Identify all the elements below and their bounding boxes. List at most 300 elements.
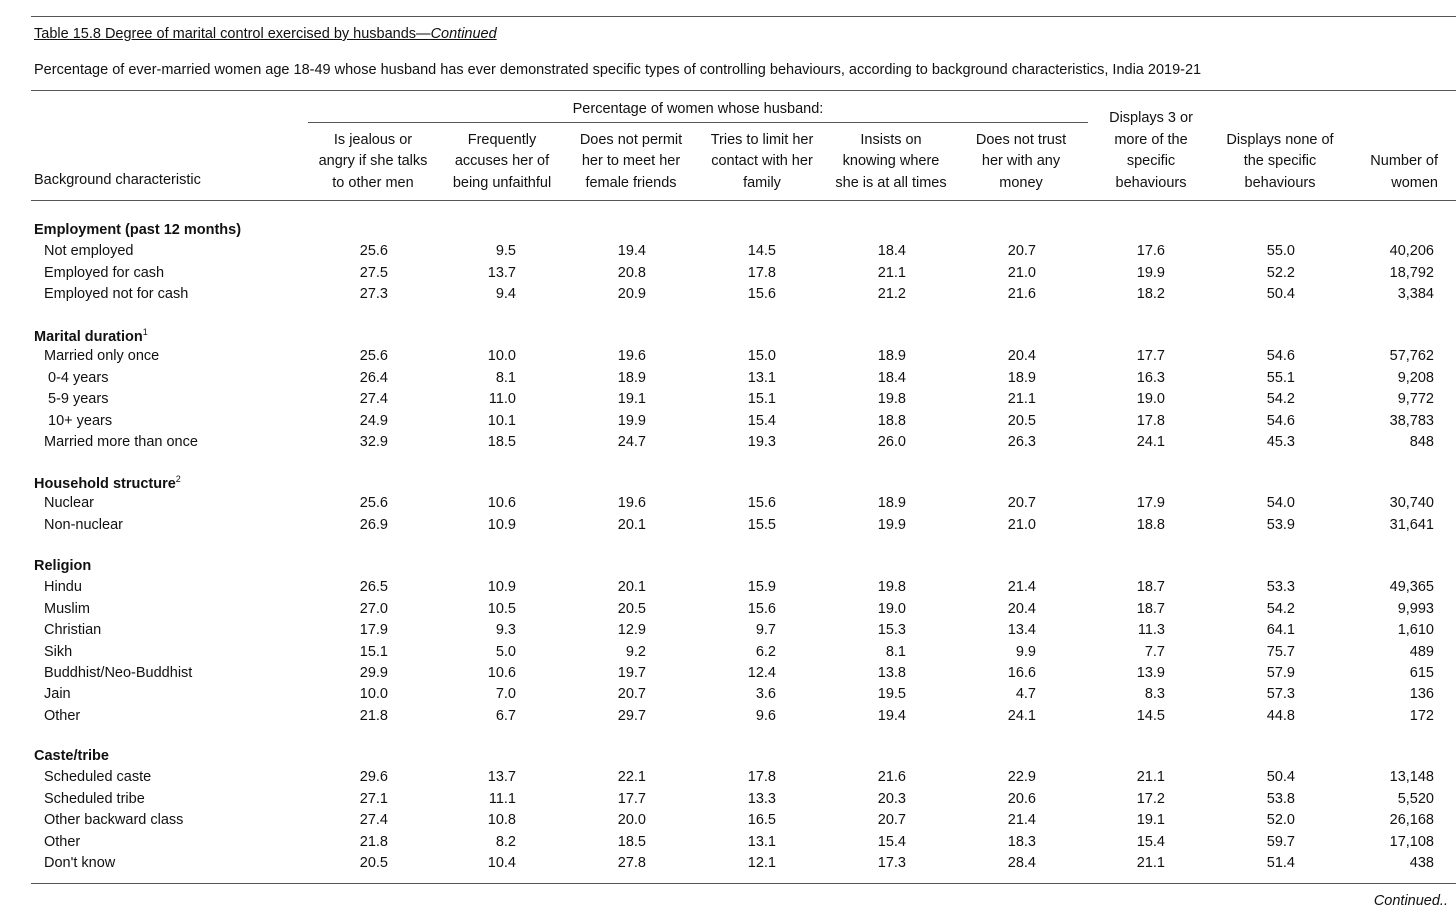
table-cell: 44.8 xyxy=(1266,707,1295,724)
table-cell: 21.0 xyxy=(1007,516,1036,533)
table-cell: 21.0 xyxy=(1007,264,1036,281)
column-header-6 xyxy=(966,130,1076,195)
table-cell: 49,365 xyxy=(1389,579,1434,596)
table-cell: 15.3 xyxy=(877,622,906,639)
section-heading xyxy=(34,327,148,345)
table-cell: 172 xyxy=(1409,707,1434,724)
table-cell: 19.4 xyxy=(617,243,646,260)
table-cell: 53.3 xyxy=(1266,579,1295,596)
column-header-line: contact with her xyxy=(711,153,813,169)
row-label: Other xyxy=(44,833,81,850)
table-cell: 11.0 xyxy=(488,391,516,408)
table-cell: 10.6 xyxy=(487,665,516,681)
table-cell: 17.8 xyxy=(747,264,776,281)
column-header-line: specific xyxy=(1126,153,1176,169)
table-cell: 38,783 xyxy=(1389,412,1434,429)
table-cell: 15.4 xyxy=(747,412,776,429)
table-cell: 57.3 xyxy=(1266,686,1295,703)
table-cell: 22.1 xyxy=(617,769,646,786)
table-cell: 24.1 xyxy=(1136,434,1165,450)
section-title: Household structure xyxy=(34,475,176,492)
table-cell: 40,206 xyxy=(1389,243,1434,260)
table-cell: 15.6 xyxy=(747,495,776,512)
column-header-4 xyxy=(700,130,824,195)
table-cell: 4.7 xyxy=(1015,686,1036,703)
column-header-5 xyxy=(826,130,956,195)
row-label: Muslim xyxy=(44,600,90,617)
table-cell: 29.9 xyxy=(359,665,388,681)
table-cell: 1,610 xyxy=(1397,622,1434,639)
table-cell: 19.5 xyxy=(877,686,906,703)
table-cell: 26.5 xyxy=(359,579,388,596)
table-cell: 10.5 xyxy=(487,600,516,617)
table-cell: 27.8 xyxy=(617,855,646,871)
table-cell: 18.4 xyxy=(877,243,906,260)
table-cell: 17.8 xyxy=(1136,412,1165,429)
table-cell: 18.7 xyxy=(1136,600,1165,617)
table-cell: 9.5 xyxy=(495,243,516,260)
column-header-line: Insists on xyxy=(860,131,922,148)
table-cell: 27.5 xyxy=(359,264,388,281)
table-cell: 18.8 xyxy=(877,412,906,429)
table-row xyxy=(0,434,1456,455)
row-label: 5-9 years xyxy=(48,391,109,408)
table-cell: 25.6 xyxy=(359,243,388,260)
table-cell: 18.5 xyxy=(487,434,516,450)
table-cell: 20.7 xyxy=(877,812,906,829)
table-cell: 18.2 xyxy=(1136,286,1165,303)
section-title: Marital duration xyxy=(34,328,143,345)
table-cell: 19.4 xyxy=(877,707,906,724)
table-cell: 14.5 xyxy=(1136,707,1165,724)
table-cell: 12.4 xyxy=(747,665,776,681)
table-cell: 21.1 xyxy=(877,264,906,281)
table-cell: 54.6 xyxy=(1266,348,1295,365)
table-title-continued: Continued xyxy=(430,26,497,42)
column-header-line: women xyxy=(1391,174,1438,191)
table-row xyxy=(0,243,1456,264)
table-cell: 53.9 xyxy=(1266,516,1295,533)
row-label: Scheduled tribe xyxy=(44,790,145,807)
section-title: Caste/tribe xyxy=(34,748,109,764)
column-header-line: to other men xyxy=(332,174,414,191)
row-label: Hindu xyxy=(44,579,82,596)
table-cell: 21.1 xyxy=(1136,855,1165,871)
table-cell: 5,520 xyxy=(1397,790,1434,807)
table-cell: 25.6 xyxy=(359,495,388,512)
table-cell: 54.2 xyxy=(1266,391,1295,408)
table-cell: 54.6 xyxy=(1266,412,1295,429)
table-cell: 17,108 xyxy=(1389,833,1434,850)
table-cell: 25.6 xyxy=(359,348,388,365)
table-cell: 19.9 xyxy=(877,516,906,533)
table-title-main: Table 15.8 Degree of marital control exercised by husbands— xyxy=(34,26,431,42)
table-cell: 17.6 xyxy=(1136,243,1165,260)
table-cell: 24.7 xyxy=(617,434,646,450)
table-cell: 17.9 xyxy=(1136,495,1165,512)
table-cell: 19.1 xyxy=(617,391,646,408)
table-row xyxy=(0,644,1456,665)
table-title xyxy=(34,26,497,42)
table-row xyxy=(0,579,1456,600)
table-cell: 20.5 xyxy=(617,600,646,617)
table-row xyxy=(0,834,1456,855)
table-row xyxy=(0,348,1456,369)
header-top-rule xyxy=(31,90,1456,91)
table-cell: 20.9 xyxy=(617,286,646,303)
table-cell: 9.7 xyxy=(755,622,776,639)
row-label: Christian xyxy=(44,622,102,639)
row-label: Employed not for cash xyxy=(44,286,189,303)
table-cell: 9.4 xyxy=(495,286,516,303)
table-cell: 26.0 xyxy=(877,434,906,450)
table-cell: 9,772 xyxy=(1397,391,1434,408)
column-header-1 xyxy=(308,130,438,195)
table-cell: 19.6 xyxy=(617,348,646,365)
row-label: 10+ years xyxy=(48,412,113,429)
table-cell: 19.0 xyxy=(1136,391,1165,408)
table-cell: 8.2 xyxy=(495,833,516,850)
column-header-line: female friends xyxy=(585,174,677,191)
table-cell: 10.0 xyxy=(359,686,388,703)
table-cell: 20.1 xyxy=(617,516,646,533)
table-cell: 5.0 xyxy=(495,643,516,660)
table-cell: 64.1 xyxy=(1266,622,1295,639)
table-cell: 75.7 xyxy=(1266,643,1295,660)
table-cell: 20.3 xyxy=(877,790,906,807)
table-cell: 21.1 xyxy=(1136,769,1165,786)
table-cell: 21.2 xyxy=(877,286,906,303)
table-cell: 18,792 xyxy=(1389,264,1434,281)
table-cell: 7.7 xyxy=(1144,643,1165,660)
row-label: Married only once xyxy=(44,348,160,365)
table-cell: 17.7 xyxy=(1136,348,1165,365)
table-row xyxy=(0,495,1456,516)
table-cell: 18.5 xyxy=(617,833,646,850)
row-label: 0-4 years xyxy=(48,369,109,386)
row-label: Married more than once xyxy=(44,434,198,450)
footnote-marker: 2 xyxy=(175,474,181,484)
column-header-line: Does not trust xyxy=(975,131,1067,148)
table-cell: 20.7 xyxy=(1007,243,1036,260)
table-cell: 18.9 xyxy=(1007,369,1036,386)
table-cell: 13,148 xyxy=(1389,769,1434,786)
table-cell: 14.5 xyxy=(747,243,776,260)
table-cell: 20.7 xyxy=(617,686,646,703)
table-cell: 50.4 xyxy=(1266,769,1295,786)
table-cell: 16.5 xyxy=(747,812,776,829)
column-header-line: angry if she talks xyxy=(318,153,428,169)
table-cell: 9,208 xyxy=(1397,369,1434,386)
table-cell: 15.9 xyxy=(747,579,776,596)
table-cell: 21.8 xyxy=(359,707,388,724)
table-cell: 19.8 xyxy=(877,391,906,408)
table-cell: 26.9 xyxy=(359,516,388,533)
row-label: Sikh xyxy=(44,643,73,660)
table-cell: 13.4 xyxy=(1007,622,1036,639)
table-row xyxy=(0,812,1456,833)
table-cell: 15.4 xyxy=(877,833,906,850)
table-cell: 21.4 xyxy=(1007,812,1036,829)
column-header-8 xyxy=(1215,130,1345,195)
column-header-7 xyxy=(1101,108,1201,194)
column-header-line: Tries to limit her xyxy=(710,131,814,148)
top-rule xyxy=(31,16,1456,17)
table-cell: 10.8 xyxy=(487,812,516,829)
table-cell: 22.9 xyxy=(1007,769,1036,786)
table-cell: 18.8 xyxy=(1136,516,1165,533)
table-cell: 19.8 xyxy=(877,579,906,596)
table-cell: 10.4 xyxy=(487,855,516,871)
table-cell: 52.0 xyxy=(1266,812,1295,829)
table-cell: 18.4 xyxy=(877,369,906,386)
table-cell: 28.4 xyxy=(1007,855,1036,871)
column-header-line: money xyxy=(999,174,1043,191)
table-cell: 489 xyxy=(1409,643,1434,660)
table-cell: 21.6 xyxy=(1007,286,1036,303)
table-cell: 51.4 xyxy=(1266,855,1295,871)
table-row xyxy=(0,665,1456,686)
row-label: Employed for cash xyxy=(44,264,165,281)
table-cell: 19.9 xyxy=(1136,264,1165,281)
table-cell: 15.1 xyxy=(747,391,776,408)
table-cell: 26,168 xyxy=(1389,812,1434,829)
table-cell: 24.9 xyxy=(359,412,388,429)
table-cell: 615 xyxy=(1409,665,1434,681)
row-label: Jain xyxy=(44,686,71,703)
table-cell: 21.6 xyxy=(877,769,906,786)
row-label: Nuclear xyxy=(44,495,94,512)
table-row xyxy=(0,708,1456,729)
table-cell: 18.3 xyxy=(1007,833,1036,850)
table-row xyxy=(0,686,1456,707)
column-header-line: more of the xyxy=(1114,131,1188,148)
table-cell: 13.3 xyxy=(747,790,776,807)
row-label: Other backward class xyxy=(44,812,184,829)
table-cell: 57.9 xyxy=(1266,665,1295,681)
column-header-line: family xyxy=(743,174,781,191)
table-cell: 55.0 xyxy=(1266,243,1295,260)
table-cell: 10.9 xyxy=(487,579,516,596)
table-cell: 29.6 xyxy=(359,769,388,786)
table-cell: 10.0 xyxy=(487,348,516,365)
table-cell: 10.6 xyxy=(487,495,516,512)
table-row xyxy=(0,517,1456,538)
column-header-line: being unfaithful xyxy=(452,174,552,191)
table-cell: 52.2 xyxy=(1266,264,1295,281)
column-header-line: Frequently xyxy=(467,131,537,148)
table-cell: 26.4 xyxy=(359,369,388,386)
row-label: Scheduled caste xyxy=(44,769,152,786)
table-row xyxy=(0,769,1456,790)
column-header-line: she is at all times xyxy=(835,174,947,191)
section-heading xyxy=(34,558,91,574)
table-cell: 31,641 xyxy=(1389,516,1434,533)
table-cell: 13.1 xyxy=(747,833,776,850)
column-header-line: her to meet her xyxy=(581,153,681,169)
column-header-line: behaviours xyxy=(1244,174,1316,191)
table-cell: 9.6 xyxy=(755,707,776,724)
table-bottom-rule xyxy=(31,883,1456,884)
table-cell: 19.0 xyxy=(877,600,906,617)
table-cell: 19.1 xyxy=(1136,812,1165,829)
table-cell: 20.5 xyxy=(359,855,388,871)
table-cell: 8.1 xyxy=(885,643,906,660)
table-cell: 7.0 xyxy=(495,686,516,703)
row-label: Non-nuclear xyxy=(44,516,123,533)
table-cell: 11.3 xyxy=(1137,622,1165,639)
table-cell: 13.9 xyxy=(1136,665,1165,681)
table-cell: 15.4 xyxy=(1136,833,1165,850)
column-header-line: knowing where xyxy=(842,153,940,169)
section-heading xyxy=(34,748,109,764)
section-title: Religion xyxy=(34,558,92,574)
section-heading xyxy=(34,222,241,238)
column-header-line: behaviours xyxy=(1115,174,1187,191)
column-header-line: Displays none of xyxy=(1226,131,1334,148)
table-cell: 27.4 xyxy=(359,391,388,408)
table-cell: 13.7 xyxy=(487,264,516,281)
column-header-2 xyxy=(442,130,562,195)
table-cell: 20.7 xyxy=(1007,495,1036,512)
table-cell: 27.1 xyxy=(359,790,388,807)
table-row xyxy=(0,791,1456,812)
table-row xyxy=(0,370,1456,391)
table-cell: 15.0 xyxy=(747,348,776,365)
table-cell: 17.7 xyxy=(617,790,646,807)
column-header-line: her with any xyxy=(981,153,1061,169)
table-cell: 17.3 xyxy=(877,855,906,871)
table-cell: 20.4 xyxy=(1007,600,1036,617)
continued-note: Continued.. xyxy=(1373,893,1448,909)
table-cell: 10.9 xyxy=(487,516,516,533)
table-cell: 10.1 xyxy=(487,412,516,429)
table-cell: 32.9 xyxy=(359,434,388,450)
header-bottom-rule xyxy=(31,200,1456,201)
table-cell: 8.1 xyxy=(495,369,516,386)
table-cell: 9.2 xyxy=(625,643,646,660)
table-cell: 6.7 xyxy=(495,707,516,724)
table-cell: 15.6 xyxy=(747,600,776,617)
column-header-9 xyxy=(1348,151,1438,194)
table-cell: 20.4 xyxy=(1007,348,1036,365)
table-cell: 20.0 xyxy=(617,812,646,829)
table-cell: 57,762 xyxy=(1389,348,1434,365)
table-cell: 12.9 xyxy=(617,622,646,639)
table-cell: 54.2 xyxy=(1266,600,1295,617)
table-cell: 21.8 xyxy=(359,833,388,850)
table-cell: 27.3 xyxy=(359,286,388,303)
table-cell: 9,993 xyxy=(1397,600,1434,617)
group-header: Percentage of women whose husband: xyxy=(572,101,824,117)
table-cell: 27.4 xyxy=(359,812,388,829)
table-cell: 9.9 xyxy=(1015,643,1036,660)
column-header-line: Is jealous or xyxy=(333,131,413,148)
row-label: Not employed xyxy=(44,243,134,260)
table-cell: 3.6 xyxy=(755,686,776,703)
table-cell: 21.1 xyxy=(1007,391,1036,408)
table-cell: 20.6 xyxy=(1007,790,1036,807)
table-cell: 24.1 xyxy=(1007,707,1036,724)
table-cell: 19.6 xyxy=(617,495,646,512)
table-row xyxy=(0,855,1456,876)
table-cell: 20.5 xyxy=(1007,412,1036,429)
table-cell: 15.5 xyxy=(747,516,776,533)
column-header-line: Does not permit xyxy=(579,131,683,148)
table-cell: 20.1 xyxy=(617,579,646,596)
column-header-3 xyxy=(566,130,696,195)
group-header-rule xyxy=(308,122,1088,123)
table-cell: 26.3 xyxy=(1007,434,1036,450)
section-title: Employment (past 12 months) xyxy=(34,222,242,238)
table-cell: 20.8 xyxy=(617,264,646,281)
table-cell: 438 xyxy=(1409,855,1434,871)
table-cell: 3,384 xyxy=(1397,286,1434,303)
table-cell: 13.1 xyxy=(747,369,776,386)
table-cell: 19.3 xyxy=(747,434,776,450)
table-cell: 13.8 xyxy=(877,665,906,681)
table-cell: 12.1 xyxy=(747,855,776,871)
table-cell: 18.9 xyxy=(877,495,906,512)
table-cell: 848 xyxy=(1409,434,1434,450)
column-header-line: Number of xyxy=(1370,153,1438,169)
table-cell: 13.7 xyxy=(487,769,516,786)
table-cell: 17.9 xyxy=(359,622,388,639)
table-cell: 19.9 xyxy=(617,412,646,429)
table-subtitle: Percentage of ever-married women age 18-49 whose husband has ever demonstrated specific types of controlling behaviours, according to background characteristics, India 2019-21 xyxy=(34,62,1202,78)
column-header-line: accuses her of xyxy=(454,153,550,169)
table-row xyxy=(0,286,1456,307)
table-cell: 27.0 xyxy=(359,600,388,617)
table-row xyxy=(0,622,1456,643)
table-cell: 15.6 xyxy=(747,286,776,303)
table-cell: 8.3 xyxy=(1144,686,1165,703)
table-row xyxy=(0,601,1456,622)
table-cell: 50.4 xyxy=(1266,286,1295,303)
column-header-line: the specific xyxy=(1243,153,1317,169)
table-cell: 29.7 xyxy=(617,707,646,724)
table-cell: 15.1 xyxy=(359,643,388,660)
table-cell: 59.7 xyxy=(1266,833,1295,850)
table-row xyxy=(0,391,1456,412)
row-label: Other xyxy=(44,707,81,724)
table-cell: 30,740 xyxy=(1389,495,1434,512)
table-cell: 9.3 xyxy=(495,622,516,639)
table-cell: 18.9 xyxy=(877,348,906,365)
table-cell: 55.1 xyxy=(1266,369,1295,386)
section-heading xyxy=(34,474,181,492)
table-cell: 6.2 xyxy=(755,643,776,660)
column-header-line: Displays 3 or xyxy=(1109,110,1193,126)
table-cell: 19.7 xyxy=(617,665,646,681)
table-row xyxy=(0,413,1456,434)
table-cell: 16.3 xyxy=(1136,369,1165,386)
table-cell: 16.6 xyxy=(1007,665,1036,681)
table-cell: 17.8 xyxy=(747,769,776,786)
table-cell: 17.2 xyxy=(1136,790,1165,807)
table-cell: 45.3 xyxy=(1266,434,1295,450)
table-cell: 53.8 xyxy=(1266,790,1295,807)
table-cell: 21.4 xyxy=(1007,579,1036,596)
row-label: Don't know xyxy=(44,855,116,871)
table-cell: 18.7 xyxy=(1136,579,1165,596)
footnote-marker: 1 xyxy=(142,327,148,337)
table-row xyxy=(0,265,1456,286)
table-cell: 18.9 xyxy=(617,369,646,386)
table-cell: 136 xyxy=(1409,686,1434,703)
row-label: Buddhist/Neo-Buddhist xyxy=(44,665,193,681)
table-cell: 11.1 xyxy=(488,790,516,807)
